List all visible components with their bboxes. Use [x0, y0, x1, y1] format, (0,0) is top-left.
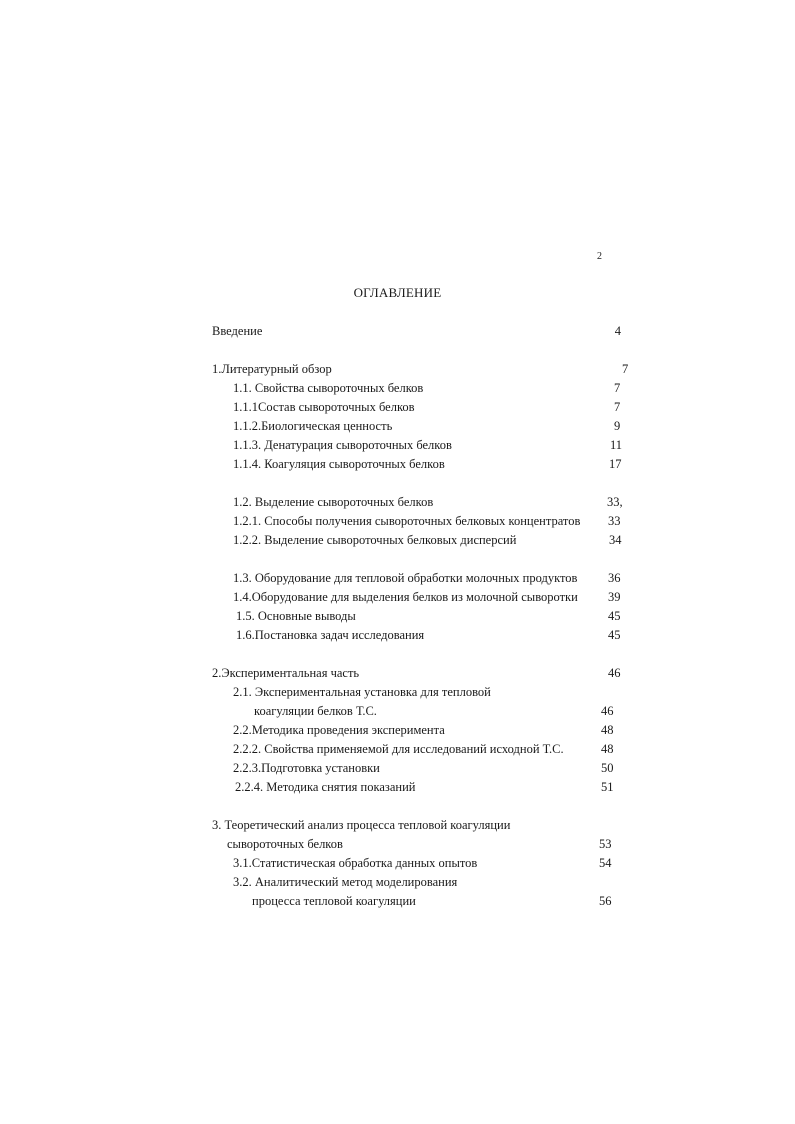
- toc-entry-label: 1.6.Постановка задач исследования: [236, 628, 425, 642]
- toc-entry-page: 48: [601, 723, 614, 737]
- toc-entry-page: 9: [614, 419, 621, 433]
- toc-entry-label: 1.2. Выделение сывороточных белков: [233, 495, 434, 509]
- toc-entry-page: 48: [601, 742, 614, 756]
- toc-entry-label: 1.3. Оборудование для тепловой обработки молочных продуктов: [233, 571, 578, 585]
- toc-entry-page: 45: [608, 609, 621, 623]
- toc-entry-label: 2.2.4. Методика снятия показаний: [235, 780, 416, 794]
- toc-entry-label: 1.1. Свойства сывороточных белков: [233, 381, 424, 395]
- toc-entry-label: 1.4.Оборудование для выделения белков из молочной сыворотки: [233, 590, 578, 604]
- toc-entry-page: 33: [608, 514, 621, 528]
- toc-entry-page: 7: [614, 400, 621, 414]
- toc-entry-page: 7: [622, 362, 629, 376]
- page-number: 2: [597, 251, 602, 262]
- toc-entry-page: 33,: [607, 495, 623, 509]
- toc-entry-label: 1.5. Основные выводы: [236, 609, 356, 623]
- toc-entry-page: 53: [599, 837, 612, 851]
- toc-entry-page: 11: [610, 438, 623, 452]
- toc-entry-page: 45: [608, 628, 621, 642]
- toc-entry-label: 2.1. Экспериментальная установка для тепловой: [233, 685, 491, 699]
- toc-entry-label: 1.2.1. Способы получения сывороточных белковых концентратов: [233, 514, 581, 528]
- toc-entry-label: 1.2.2. Выделение сывороточных белковых дисперсий: [233, 533, 517, 547]
- toc-entry-label: 1.1.1Состав сывороточных белков: [233, 400, 415, 414]
- toc-entry-label: сывороточных белков: [227, 837, 343, 851]
- toc-entry-page: 50: [601, 761, 614, 775]
- toc-entry-page: 34: [609, 533, 622, 547]
- toc-entry-page: 39: [608, 590, 621, 604]
- toc-entry-page: 51: [601, 780, 614, 794]
- toc-entry-label: коагуляции белков Т.С.: [254, 704, 377, 718]
- toc-entry-page: 7: [614, 381, 621, 395]
- toc-entry-page: 46: [608, 666, 621, 680]
- toc-entry-label: 2.2.Методика проведения эксперимента: [233, 723, 445, 737]
- toc-entry-label: 2.2.3.Подготовка установки: [233, 761, 380, 775]
- toc-entry-label: 1.1.3. Денатурация сывороточных белков: [233, 438, 452, 452]
- toc-entry-label: 3. Теоретический анализ процесса тепловой коагуляции: [212, 818, 511, 832]
- toc-entry-label: 3.2. Аналитический метод моделирования: [233, 875, 458, 889]
- toc-entry-label: 3.1.Статистическая обработка данных опытов: [233, 856, 478, 870]
- toc-entry-page: 36: [608, 571, 621, 585]
- toc-entry-page: 17: [609, 457, 622, 471]
- toc-entry-label: 1.Литературный обзор: [212, 362, 332, 376]
- toc-entry-label: 1.1.4. Коагуляция сывороточных белков: [233, 457, 445, 471]
- toc-entry-label: Введение: [212, 324, 263, 338]
- toc-entry-label: 2.2.2. Свойства применяемой для исследований исходной Т.С.: [233, 742, 564, 756]
- toc-entry-page: 4: [614, 324, 621, 338]
- toc-entry-label: 1.1.2.Биологическая ценность: [233, 419, 393, 433]
- toc-entry-page: 56: [599, 894, 612, 908]
- toc-entry-page: 54: [599, 856, 612, 870]
- toc-entry-label: 2.Экспериментальная часть: [212, 666, 360, 680]
- toc-entry-label: процесса тепловой коагуляции: [252, 894, 416, 908]
- toc-entry-page: 46: [601, 704, 614, 718]
- toc-title: ОГЛАВЛЕНИЕ: [353, 285, 442, 300]
